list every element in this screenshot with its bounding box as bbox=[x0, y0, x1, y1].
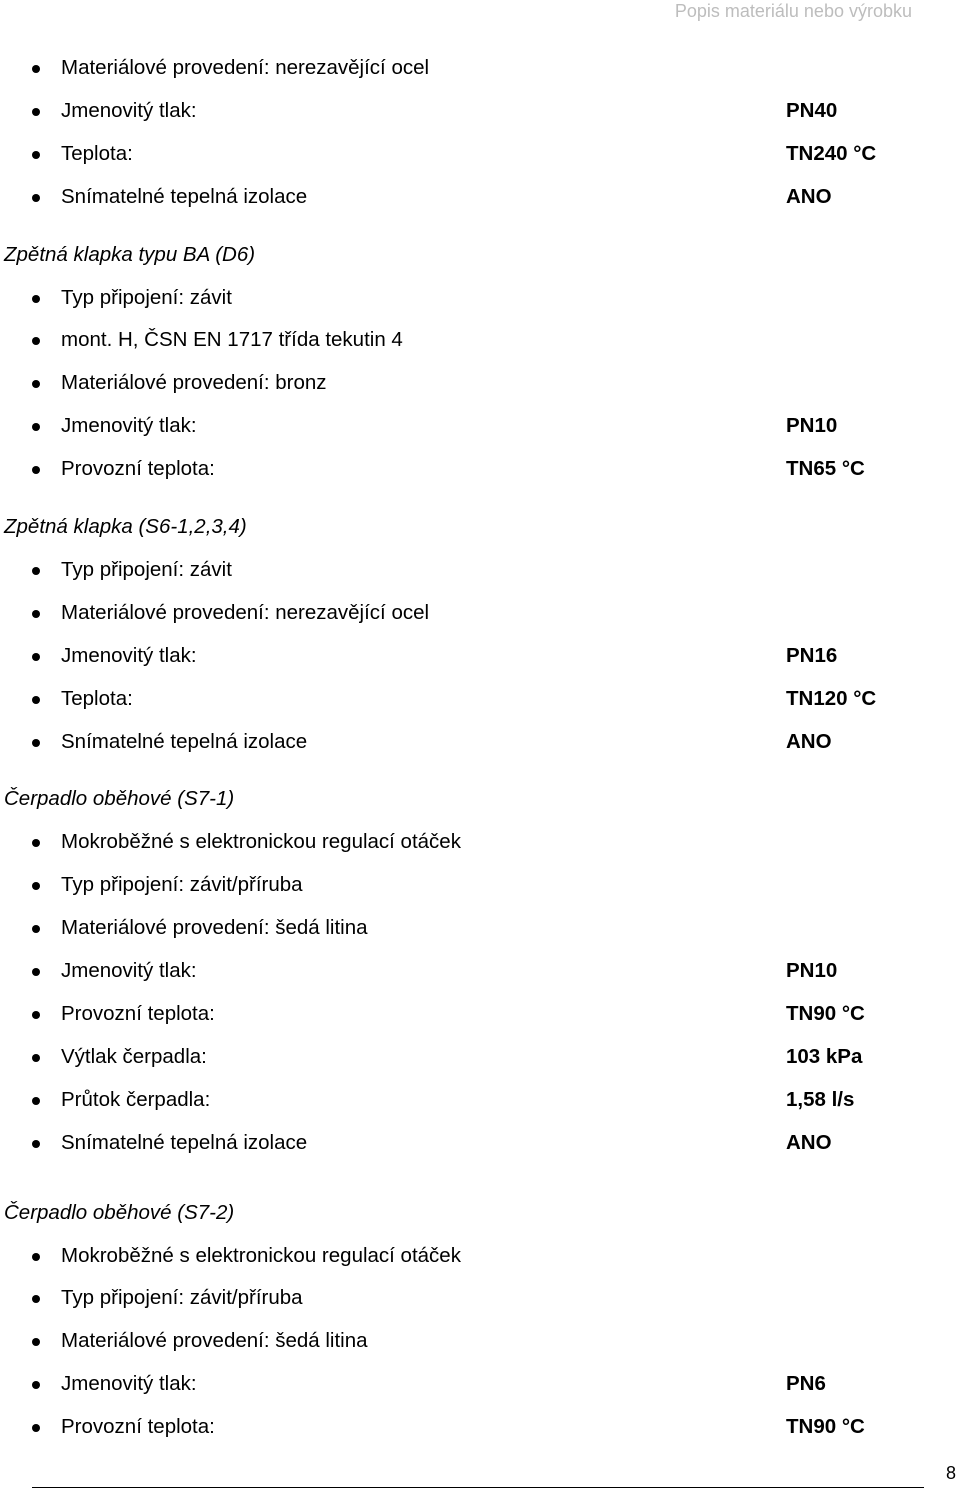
bullet-icon bbox=[32, 1140, 40, 1148]
bullet-icon bbox=[32, 1381, 40, 1389]
bullet-icon bbox=[32, 1338, 40, 1346]
item-value: TN65 °C bbox=[786, 457, 865, 481]
item-label: Typ připojení: závit/příruba bbox=[61, 873, 303, 897]
list-item bbox=[0, 47, 960, 90]
item-label: Materiálové provedení: šedá litina bbox=[61, 1329, 368, 1353]
item-label: Průtok čerpadla: bbox=[61, 1087, 211, 1111]
item-label: Provozní teplota: bbox=[61, 457, 215, 481]
bullet-icon bbox=[32, 1097, 40, 1105]
item-label: Jmenovitý tlak: bbox=[61, 1372, 197, 1396]
item-value: PN40 bbox=[786, 98, 838, 122]
bullet-icon bbox=[32, 610, 40, 618]
bullet-icon bbox=[32, 739, 40, 747]
list-item bbox=[0, 678, 960, 721]
item-value: PN10 bbox=[786, 959, 838, 983]
list-item bbox=[0, 277, 960, 320]
item-label: Jmenovitý tlak: bbox=[61, 959, 197, 983]
list-item bbox=[0, 993, 960, 1036]
item-label: Materiálové provedení: bronz bbox=[61, 371, 327, 395]
list-item bbox=[0, 1320, 960, 1363]
item-value: TN240 °C bbox=[786, 141, 877, 165]
list-item bbox=[0, 90, 960, 133]
bullet-icon bbox=[32, 423, 40, 431]
list-item bbox=[0, 907, 960, 950]
list-item bbox=[0, 1079, 960, 1122]
item-label: Materiálové provedení: nerezavějící ocel bbox=[61, 600, 430, 624]
bullet-icon bbox=[32, 65, 40, 73]
bullet-icon bbox=[32, 1011, 40, 1019]
list-item bbox=[0, 1406, 960, 1449]
item-value: ANO bbox=[786, 1130, 832, 1154]
bullet-icon bbox=[32, 653, 40, 661]
list-item bbox=[0, 133, 960, 176]
item-label: Snímatelné tepelná izolace bbox=[61, 1130, 308, 1154]
item-value: 1,58 l/s bbox=[786, 1087, 855, 1111]
footer-divider bbox=[32, 1487, 924, 1488]
item-label: Provozní teplota: bbox=[61, 1002, 215, 1026]
item-label: Snímatelné tepelná izolace bbox=[61, 184, 308, 208]
bullet-icon bbox=[32, 194, 40, 202]
section-cerpadlo-s7-1 bbox=[0, 777, 960, 1164]
list-item bbox=[0, 549, 960, 592]
list-item bbox=[0, 1235, 960, 1278]
bullet-icon bbox=[32, 567, 40, 575]
bullet-icon bbox=[32, 1253, 40, 1261]
list-item bbox=[0, 1122, 960, 1165]
item-value: 103 kPa bbox=[786, 1044, 863, 1068]
bullet-icon bbox=[32, 337, 40, 345]
bullet-icon bbox=[32, 925, 40, 933]
list-item bbox=[0, 592, 960, 635]
item-label: Snímatelné tepelná izolace bbox=[61, 729, 308, 753]
section-cerpadlo-s7-2 bbox=[0, 1191, 960, 1449]
item-label: Jmenovitý tlak: bbox=[61, 643, 197, 667]
list-item bbox=[0, 1363, 960, 1406]
list-item bbox=[0, 635, 960, 678]
bullet-icon bbox=[32, 108, 40, 116]
bullet-icon bbox=[32, 882, 40, 890]
item-value: ANO bbox=[786, 729, 832, 753]
list-item bbox=[0, 448, 960, 491]
list-item bbox=[0, 405, 960, 448]
bullet-icon bbox=[32, 1424, 40, 1432]
list-item bbox=[0, 1036, 960, 1079]
section-zpetna-klapka-d6 bbox=[0, 233, 960, 491]
list-item bbox=[0, 721, 960, 764]
bullet-icon bbox=[32, 380, 40, 388]
list-item bbox=[0, 362, 960, 405]
list-item bbox=[0, 1277, 960, 1320]
page-number: 8 bbox=[945, 1463, 956, 1483]
item-label: Teplota: bbox=[61, 141, 133, 165]
list-item bbox=[0, 319, 960, 362]
bullet-icon bbox=[32, 151, 40, 159]
item-label: Typ připojení: závit bbox=[61, 285, 232, 309]
item-label: Provozní teplota: bbox=[61, 1415, 215, 1439]
item-value: TN120 °C bbox=[786, 686, 877, 710]
page-header: Popis materiálu nebo výrobku bbox=[674, 1, 912, 21]
section-title: Čerpadlo oběhové (S7-1) bbox=[4, 787, 235, 811]
item-value: ANO bbox=[786, 184, 832, 208]
item-value: TN90 °C bbox=[786, 1002, 865, 1026]
list-item bbox=[0, 950, 960, 993]
section-zpetna-klapka-s6 bbox=[0, 505, 960, 763]
bullet-icon bbox=[32, 295, 40, 303]
bullet-icon bbox=[32, 696, 40, 704]
item-value: PN16 bbox=[786, 643, 838, 667]
intro-list bbox=[0, 47, 960, 219]
section-title: Zpětná klapka (S6-1,2,3,4) bbox=[4, 515, 247, 539]
bullet-icon bbox=[32, 968, 40, 976]
bullet-icon bbox=[32, 1295, 40, 1303]
item-label: Teplota: bbox=[61, 686, 133, 710]
item-label: Materiálové provedení: nerezavějící ocel bbox=[61, 56, 430, 79]
list-item bbox=[0, 864, 960, 907]
item-label: Typ připojení: závit bbox=[61, 558, 232, 582]
section-title: Zpětná klapka typu BA (D6) bbox=[4, 242, 256, 266]
list-item bbox=[0, 176, 960, 219]
item-label: Mokroběžné s elektronickou regulací otáček bbox=[61, 830, 461, 854]
bullet-icon bbox=[32, 466, 40, 474]
item-label: mont. H, ČSN EN 1717 třída tekutin 4 bbox=[61, 328, 403, 352]
item-value: PN6 bbox=[786, 1372, 826, 1396]
document-body bbox=[0, 47, 960, 1449]
bullet-icon bbox=[32, 839, 40, 847]
item-label: Typ připojení: závit/příruba bbox=[61, 1286, 303, 1310]
item-label: Jmenovitý tlak: bbox=[61, 414, 197, 438]
item-value: PN10 bbox=[786, 414, 838, 438]
bullet-icon bbox=[32, 1054, 40, 1062]
item-value: TN90 °C bbox=[786, 1415, 865, 1439]
section-title: Čerpadlo oběhové (S7-2) bbox=[4, 1200, 235, 1224]
item-label: Jmenovitý tlak: bbox=[61, 98, 197, 122]
item-label: Výtlak čerpadla: bbox=[61, 1044, 207, 1068]
list-item bbox=[0, 821, 960, 864]
item-label: Materiálové provedení: šedá litina bbox=[61, 916, 368, 940]
item-label: Mokroběžné s elektronickou regulací otáček bbox=[61, 1243, 461, 1267]
